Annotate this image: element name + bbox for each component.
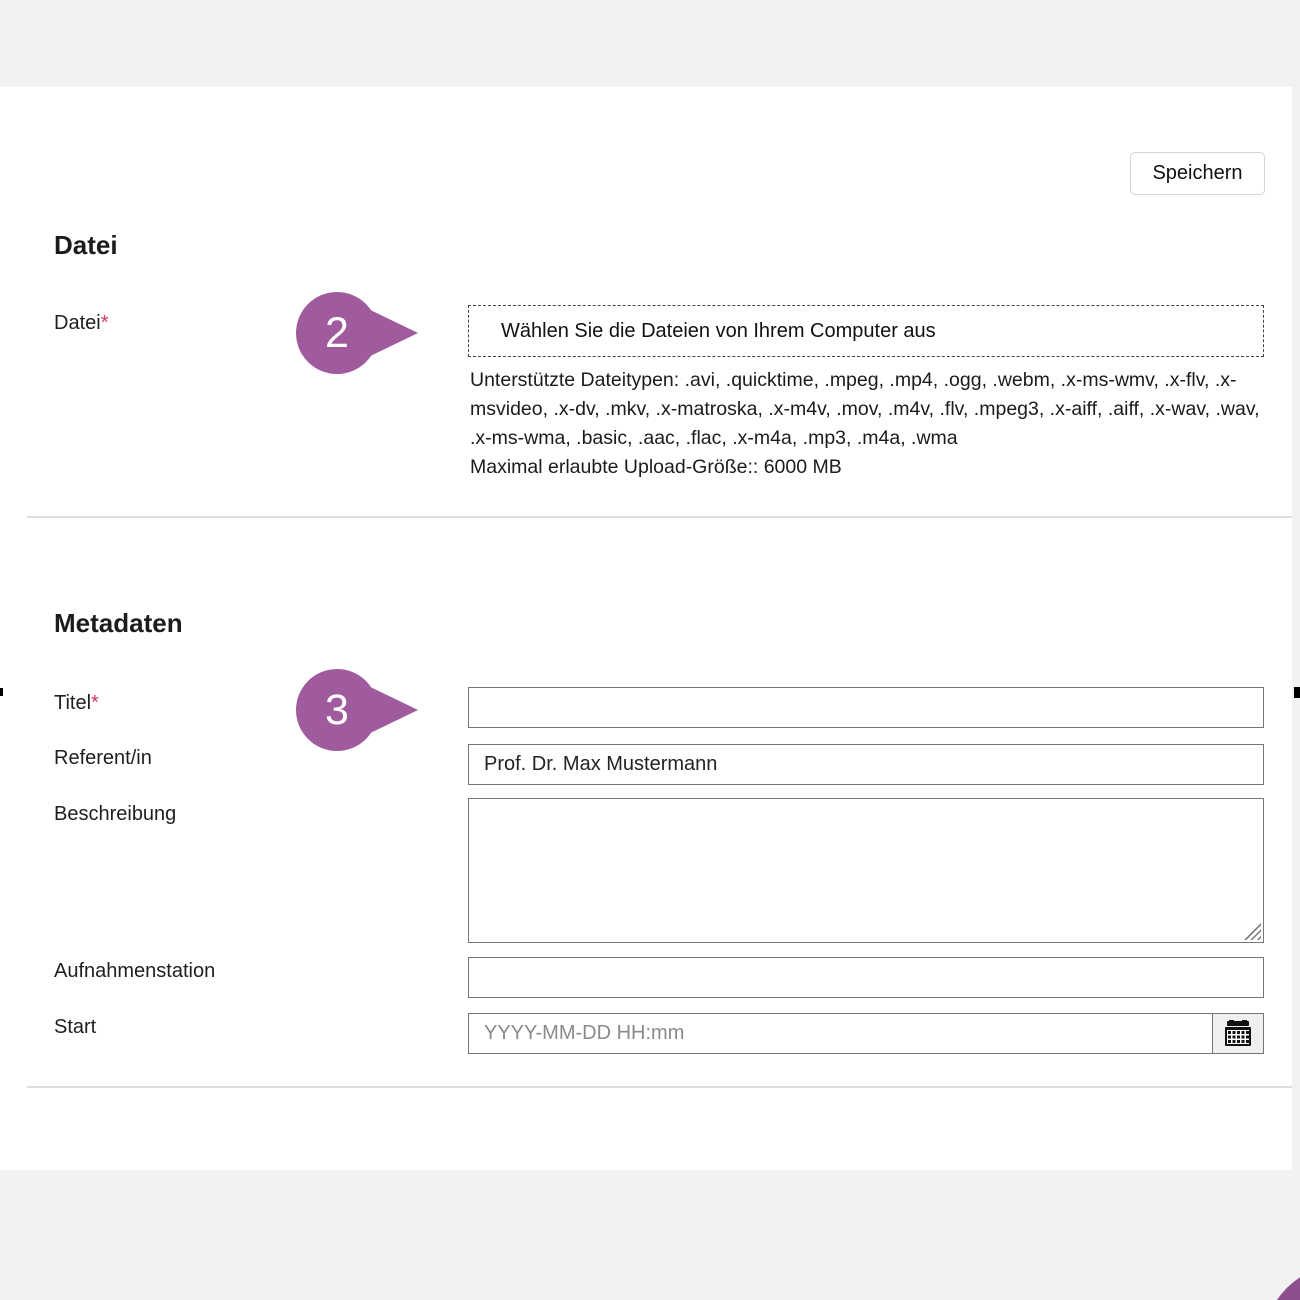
metadata-section-heading: Metadaten bbox=[54, 608, 183, 638]
file-picker-button[interactable] bbox=[468, 305, 1264, 357]
referent-label: Referent/in bbox=[54, 747, 152, 769]
calendar-icon bbox=[1223, 1020, 1253, 1047]
titel-label-text: Titel bbox=[54, 692, 92, 714]
marker-number: 2 bbox=[325, 308, 349, 357]
file-field-label-text: Datei bbox=[54, 312, 101, 334]
referent-input[interactable] bbox=[468, 744, 1264, 785]
supported-types-text: Unterstützte Dateitypen: .avi, .quicktime, .mpeg, .mp4, .ogg, .webm, .x-ms-wmv, .x-flv, .x-msvideo, .x-dv, .mkv, .x-matroska, .x-m4v, .mov, .m4v, .flv, .mpeg3, .x-aiff, .aiff, .x-wav, .wav, .x-ms-wma, .basic, .aac, .flac, .x-m4a, .mp3, .m4a, .wma bbox=[470, 369, 1260, 449]
beschreibung-field bbox=[468, 798, 1264, 943]
marker-number: 3 bbox=[325, 685, 349, 734]
section-divider bbox=[27, 1086, 1292, 1088]
start-datetime-field bbox=[468, 1013, 1264, 1054]
partial-annotation-circle bbox=[1262, 1263, 1300, 1300]
right-edge-artifact bbox=[1294, 687, 1300, 698]
save-button[interactable]: Speichern bbox=[1130, 152, 1265, 195]
max-upload-size-text: Maximal erlaubte Upload-Größe:: 6000 MB bbox=[470, 456, 842, 478]
required-asterisk: * bbox=[100, 312, 109, 334]
file-picker-label: Wählen Sie die Dateien von Ihrem Computer aus bbox=[501, 319, 936, 342]
start-label: Start bbox=[54, 1016, 97, 1038]
file-section-heading: Datei bbox=[54, 230, 118, 260]
beschreibung-label: Beschreibung bbox=[54, 803, 177, 825]
start-datetime-input[interactable] bbox=[468, 1013, 1212, 1054]
annotation-marker-2 bbox=[296, 292, 420, 374]
beschreibung-textarea[interactable] bbox=[468, 798, 1264, 943]
file-field-label bbox=[54, 312, 109, 335]
calendar-picker-button[interactable] bbox=[1212, 1013, 1264, 1054]
section-divider bbox=[27, 516, 1292, 518]
required-asterisk: * bbox=[91, 692, 99, 714]
annotation-marker-3 bbox=[296, 669, 420, 751]
aufnahmenstation-label: Aufnahmenstation bbox=[54, 960, 216, 982]
aufnahmenstation-input[interactable] bbox=[468, 957, 1264, 998]
form-panel bbox=[0, 87, 1292, 1170]
titel-label bbox=[54, 692, 99, 715]
left-edge-artifact bbox=[0, 688, 3, 696]
titel-input[interactable] bbox=[468, 687, 1264, 728]
file-help-text bbox=[470, 366, 1268, 482]
